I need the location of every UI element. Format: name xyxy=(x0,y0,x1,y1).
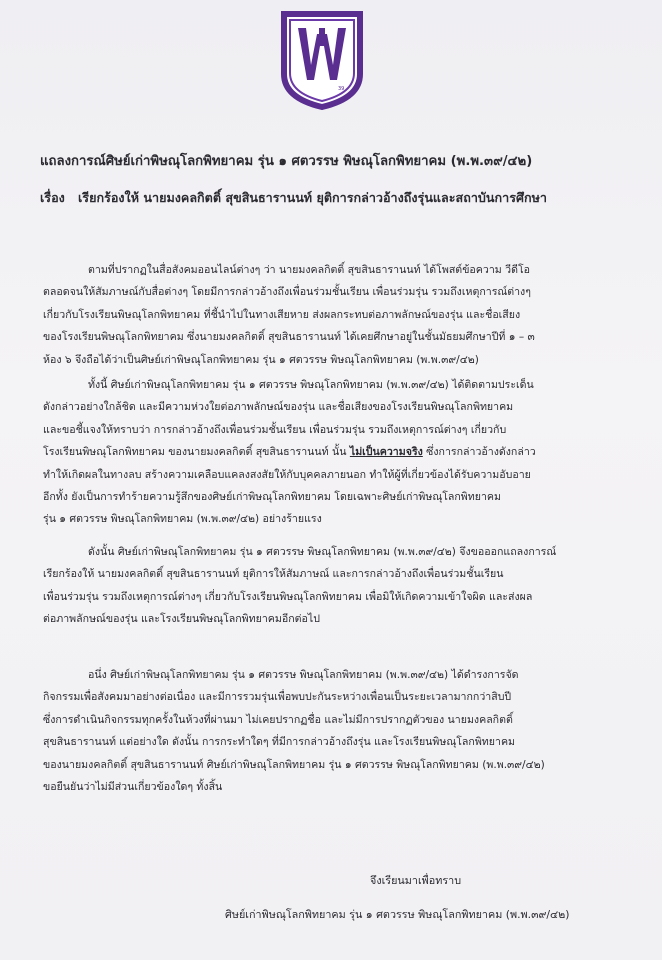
paragraph-line: ขอยืนยันว่าไม่มีส่วนเกี่ยวข้องใดๆ ทั้งสิ้น xyxy=(43,781,223,794)
paragraph-line: ห้อง ๖ จึงถือได้ว่าเป็นศิษย์เก่าพิษณุโลกพิทยาคม รุ่น ๑ ศตวรรษ พิษณุโลกพิทยาคม (พ.พ.๓๙/๔๒) xyxy=(43,353,479,366)
paragraph-3 xyxy=(43,541,625,631)
paragraph-line: อีกทั้ง ยังเป็นการทำร้ายความรู้สึกของศิษย์เก่าพิษณุโลกพิทยาคม โดยเฉพาะศิษย์เก่าพิษณุโลกพิทยาคม xyxy=(43,491,501,504)
document-title: แถลงการณ์ศิษย์เก่าพิษณุโลกพิทยาคม รุ่น ๑ ศตวรรษ พิษณุโลกพิทยาคม (พ.พ.๓๙/๔๒) xyxy=(40,154,533,169)
paragraph-line: ดังกล่าวอย่างใกล้ชิด และมีความห่วงใยต่อภาพลักษณ์ของรุ่น และชื่อเสียงของโรงเรียนพิษณุโลกพิทยาคม xyxy=(43,401,514,414)
paragraph-line: ซึ่งการดำเนินกิจกรรมทุกครั้งในห้วงที่ผ่านมา ไม่เคยปรากฏชื่อ และไม่มีการปรากฏตัวของ นายมงคลกิตติ์ xyxy=(43,713,513,726)
paragraph-line: ตามที่ปรากฏในสื่อสังคมออนไลน์ต่างๆ ว่า นายมงคลกิตติ์ สุขสินธารานนท์ ได้โพสต์ข้อความ วีดีโอ xyxy=(88,264,531,276)
paragraph-4 xyxy=(43,664,625,798)
paragraph-line: เกี่ยวกับโรงเรียนพิษณุโลกพิทยาคม ที่ชี้นำไปในทางเสียหาย ส่งผลกระทบต่อภาพลักษณ์ของรุ่น และชื่อเสียง xyxy=(43,308,521,321)
paragraph-line: ของนายมงคลกิตติ์ สุขสินธารานนท์ ศิษย์เก่าพิษณุโลกพิทยาคม รุ่น ๑ ศตวรรษ พิษณุโลกพิทยาคม (พ.พ.๓๙/๔๒) xyxy=(43,758,545,771)
subject-label: เรื่อง xyxy=(40,190,65,205)
paragraph-line: สุขสินธารานนท์ แต่อย่างใด ดังนั้น การกระทำใดๆ ที่มีการกล่าวอ้างถึงรุ่น และโรงเรียนพิษณุโลกพิทยาคม xyxy=(43,736,516,749)
closing-line: จึงเรียนมาเพื่อทราบ xyxy=(370,874,462,887)
svg-text:39: 39 xyxy=(338,86,345,92)
paragraph-line: ดังนั้น ศิษย์เก่าพิษณุโลกพิทยาคม รุ่น ๑ ศตวรรษ พิษณุโลกพิทยาคม (พ.พ.๓๙/๔๒) จึงขอออกแถลงการณ์ xyxy=(88,546,557,558)
paragraph-line: ตลอดจนให้สัมภาษณ์กับสื่อต่างๆ โดยมีการกล่าวอ้างถึงเพื่อนร่วมชั้นเรียน เพื่อนร่วมรุ่น รวมถึงเหตุการณ์ต่างๆ xyxy=(43,286,531,299)
paragraph-1 xyxy=(43,259,625,371)
paragraph-line: อนึ่ง ศิษย์เก่าพิษณุโลกพิทยาคม รุ่น ๑ ศตวรรษ พิษณุโลกพิทยาคม (พ.พ.๓๙/๔๒) ได้ดำรงการจัด xyxy=(88,669,519,681)
paragraph-line: รุ่น ๑ ศตวรรษ พิษณุโลกพิทยาคม (พ.พ.๓๙/๔๒) อย่างร้ายแรง xyxy=(43,513,322,526)
paragraph-line: ทั้งนี้ ศิษย์เก่าพิษณุโลกพิทยาคม รุ่น ๑ ศตวรรษ พิษณุโลกพิทยาคม (พ.พ.๓๙/๔๒) ได้ติดตามประเด็น xyxy=(88,379,534,391)
paragraph-line-emphasis xyxy=(43,441,625,463)
paragraph-line: ทำให้เกิดผลในทางลบ สร้างความเคลือบแคลงสงสัยให้กับบุคคลภายนอก ทำให้ผู้ที่เกี่ยวข้องได้รับความอับอาย xyxy=(43,468,531,481)
paragraph-line: กิจกรรมเพื่อสังคมมาอย่างต่อเนื่อง และมีการรวมรุ่นเพื่อพบปะกันระหว่างเพื่อนเป็นระยะเวลามากกว่าสิบปี xyxy=(43,691,512,704)
paragraph-line: เรียกร้องให้ นายมงคลกิตติ์ สุขสินธารานนท์ ยุติการให้สัมภาษณ์ และการกล่าวอ้างถึงเพื่อนร่วมชั้นเรียน xyxy=(43,568,504,581)
emphasis-after: ซึ่งการกล่าวอ้างดังกล่าว xyxy=(422,446,536,459)
paragraph-line: ต่อภาพลักษณ์ของรุ่น และโรงเรียนพิษณุโลกพิทยาคมอีกต่อไป xyxy=(43,613,320,626)
school-logo-icon xyxy=(280,10,364,110)
paragraph-line: และขอชี้แจงให้ทราบว่า การกล่าวอ้างถึงเพื่อนร่วมชั้นเรียน เพื่อนร่วมรุ่น รวมถึงเหตุการณ์ต่างๆ เกี่ยวกับ xyxy=(43,423,507,436)
signature-line: ศิษย์เก่าพิษณุโลกพิทยาคม รุ่น ๑ ศตวรรษ พิษณุโลกพิทยาคม (พ.พ.๓๙/๔๒) xyxy=(225,908,570,921)
paragraph-line: ของโรงเรียนพิษณุโลกพิทยาคม ซึ่งนายมงคลกิตติ์ สุขสินธารานนท์ ได้เคยศึกษาอยู่ในชั้นมัธยมศึกษาปีที่ ๑ – ๓ xyxy=(43,331,535,344)
document-subject xyxy=(40,188,630,208)
paragraph-line: เพื่อนร่วมรุ่น รวมถึงเหตุการณ์ต่างๆ เกี่ยวกับโรงเรียนพิษณุโลกพิทยาคม เพื่อมิให้เกิดความเข้าใจผิด และส่งผล xyxy=(43,590,533,603)
emphasis-not-true: ไม่เป็นความจริง xyxy=(349,446,423,459)
subject-text: เรียกร้องให้ นายมงคลกิตติ์ สุขสินธารานนท์ ยุติการกล่าวอ้างถึงรุ่นและสถาบันการศึกษา xyxy=(78,190,547,205)
paragraph-2 xyxy=(43,374,625,531)
emphasis-before: โรงเรียนพิษณุโลกพิทยาคม ของนายมงคลกิตติ์ สุขสินธารานนท์ นั้น xyxy=(43,446,350,459)
